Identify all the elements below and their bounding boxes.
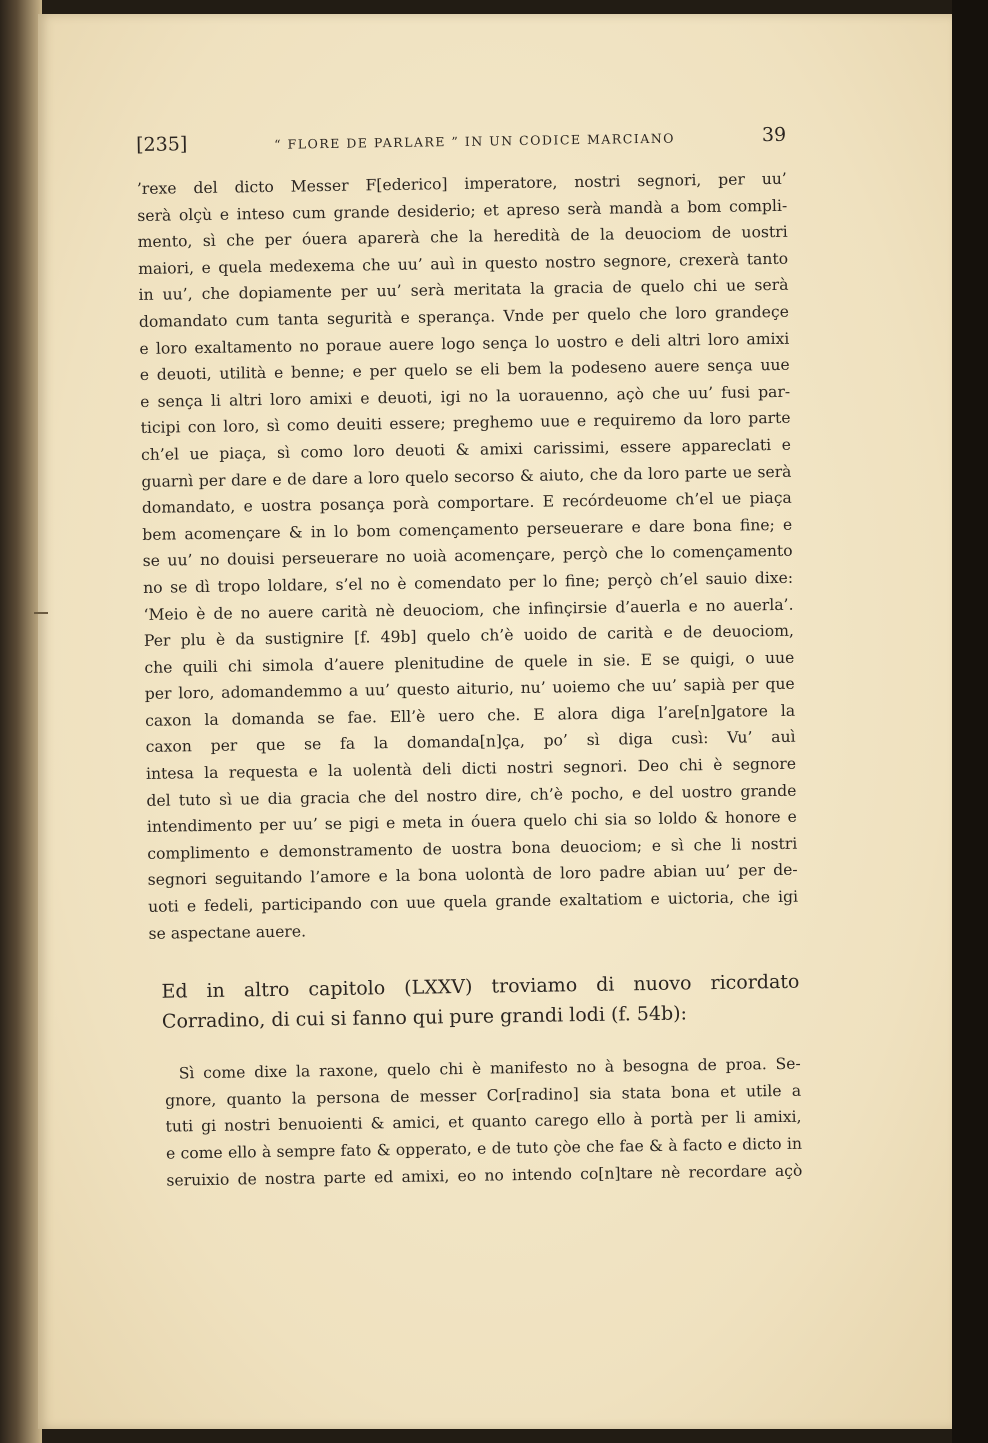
quote-line: e deuoti, utilità e benne; e per quelo se eli bem la podeseno auere sença uue (139, 355, 790, 385)
quote-line: ticipi con loro, sì como deuiti essere; preghemo uue e requiremo da loro parte (140, 409, 791, 438)
quote-line: ch’el ue piaça, sì como loro deuoti & amixi carissimi, essere appareclati e (140, 435, 792, 464)
quote-line: caxon la domanda se fae. Ell’è uero che. E alora diga l’are[n]gatore la (145, 701, 796, 730)
quote-line: maiori, e quela medexema che uu’ auì in questo nostro segnore, crexerà tanto (137, 249, 789, 278)
quote-line: seruixio de nostra parte ed amixi, eo no intendo co[n]tare nè recordare açò (166, 1161, 803, 1190)
quote-line: e loro exaltamento no poraue auere logo sença lo uostro e deli altri loro amixi (139, 329, 790, 358)
page-number: 39 (761, 123, 787, 147)
quote-line: tuti gi nostri benuoienti & amici, et quanto carego ello à portà per li amixi, (165, 1108, 802, 1137)
quote-line: Sì come dixe la raxone, quelo chi è manifesto no à besogna de proa. Se- (178, 1054, 801, 1083)
quoted-passage (137, 166, 799, 947)
quote-line: e come ello à sempre fato & opperato, e de tuto çòe che fae & à facto e dicto in (165, 1134, 803, 1163)
quote-line: intendimento per uu’ se pigi e meta in óuera quelo chi sia so loldo & honore e (146, 807, 797, 837)
section-number: [235] (136, 133, 188, 156)
running-title: “ FLORE DE PARLARE ” IN UN CODICE MARCIANO (274, 130, 676, 152)
quote-line: in uu’, che dopiamente per uu’ serà meritata la gracia de quelo chi ue serà (138, 276, 789, 305)
quote-line: domandato, e uostra posança porà comportare. E recórdeuome ch’el ue piaça (141, 488, 792, 518)
quote-line: e sença li altri loro amixi e deuoti, igi no la uorauenno, açò che uu’ fusi par- (140, 382, 791, 411)
quote-line: per loro, adomandemmo a uu’ questo aiturio, nu’ uoiemo che uu’ sapià per que (144, 675, 795, 704)
quote-line: guarnì per dare e de dare a loro quelo secorso & aiuto, che da loro parte ue serà (141, 462, 792, 491)
quote-line: uoti e fedeli, participando con uue quela grande exaltatiom e uictoria, che igi (148, 887, 799, 916)
quote-line: che quili chi simola d’auere plenitudine de quele in sie. E se quigi, o uue (144, 648, 795, 677)
quote-line: no se dì tropo loldare, s’el no è comendato per lo fine; perçò ch’el sauio dixe: (142, 568, 794, 597)
body-paragraph (149, 967, 800, 1037)
page-text (136, 124, 803, 1194)
quote-line: serà olçù e inteso cum grande desiderio; et apreso serà mandà a bom compli- (137, 196, 788, 225)
quote-line: complimento e demonstramento de uostra bona deuociom; e sì che li nostri (147, 834, 798, 863)
binding-edge (0, 0, 42, 1443)
quote-line: Per plu è da sustignire [f. 49b] quelo ch’è uoido de carità e de deuociom, (143, 621, 795, 651)
quote-line: gnore, quanto la persona de messer Cor[radino] sia stata bona et utile a (165, 1081, 802, 1110)
quote-line: caxon per que se fa la domanda[n]ça, po’ sì diga cusì: Vu’ auì (145, 728, 796, 757)
quote-line: se uu’ no douisi perseuerare no uoià acomençare, perçò che lo començamento (142, 542, 793, 571)
quote-line: domandato cum tanta segurità e sperança. Vnde per quelo che loro grandeçe (138, 302, 790, 331)
quote-line: ‘Meio è de no auere carità nè deuociom, che infinçirsie d’auerla e no auerla’. (143, 595, 794, 624)
quote-line: mento, sì che per óuera aparerà che la heredità de la deuociom de uostri (137, 222, 788, 252)
quote-line: del tuto sì ue dia gracia che del nostro dire, ch’è pocho, e del uostro grande (146, 781, 797, 810)
body-line: Ed in altro capitolo (LXXV) troviamo di nuovo ricordato (161, 970, 800, 1003)
margin-mark (34, 612, 48, 614)
second-quoted-passage (151, 1051, 803, 1194)
body-line: Corradino, di cui si fanno qui pure grandi lodi (f. 54b): (161, 1002, 688, 1033)
quote-line: ’rexe del dicto Messer F[ederico] imperatore, nostri segnori, per uu’ (136, 169, 787, 198)
quote-line: segnori seguitando l’amore e la bona uolontà de loro padre abian uu’ per de- (147, 861, 798, 890)
quote-line: bem acomençare & in lo bom començamento perseuerare e dare bona fine; e (142, 515, 793, 544)
quote-line: se aspectane auere. (148, 922, 307, 943)
scan-right-edge (952, 0, 988, 1443)
quote-line: intesa la requesta e la uolentà deli dicti nostri segnori. Deo chi è segnore (145, 754, 797, 783)
